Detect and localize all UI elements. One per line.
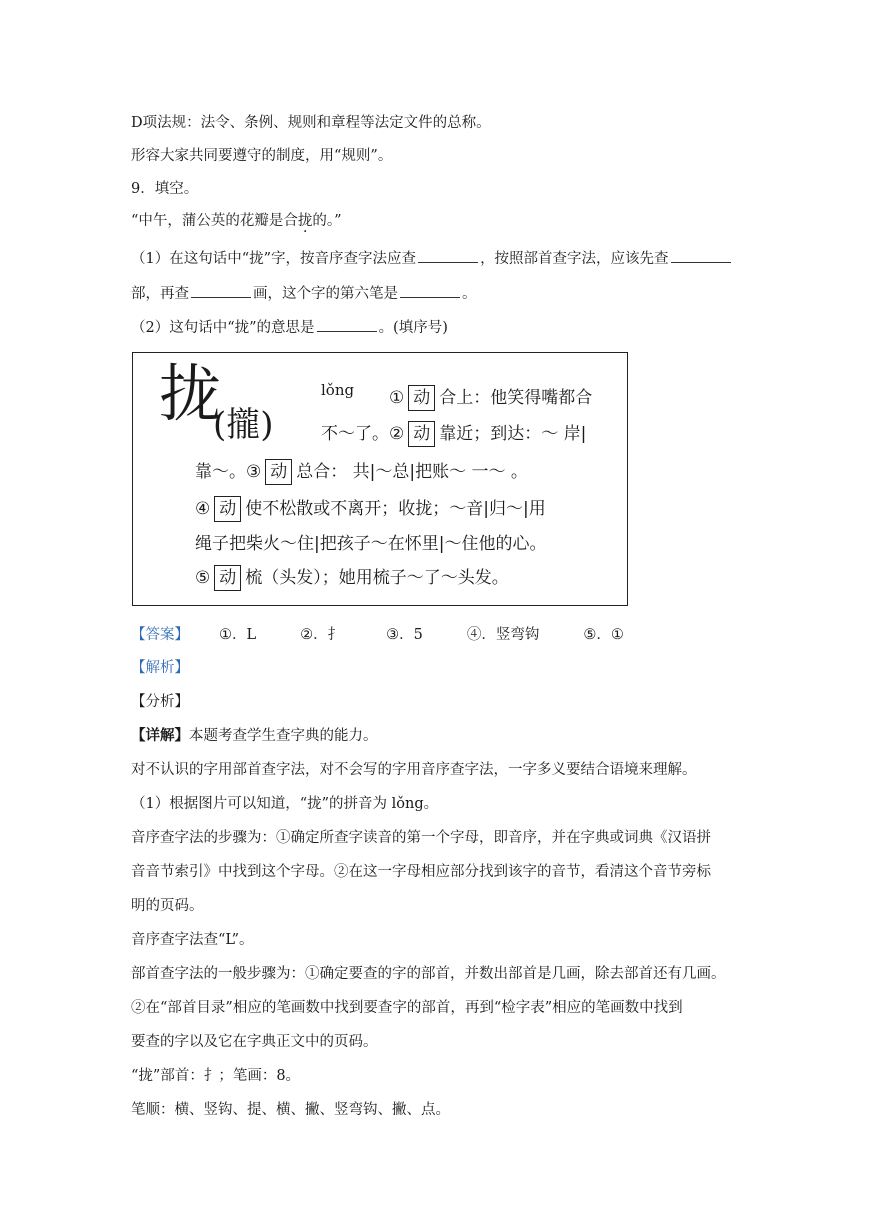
question-text: 部，再查: [131, 286, 189, 302]
traditional-form: (攏): [213, 405, 274, 445]
answer-label: 【答案】: [131, 627, 189, 643]
text-line: 部首查字法的一般步骤为：①确定要查的字的部首，并数出部首是几画，除去部首还有几画。: [131, 966, 726, 982]
sense-row-4: [195, 494, 546, 522]
question-text: 。(填序号): [378, 320, 448, 336]
text-line: 对不认识的字用部首查字法，对不会写的字用音序查字法，一字多义要结合语境来理解。: [131, 762, 697, 778]
sense-number: ⑤: [195, 568, 211, 588]
sense-row-5: 绳子把柴火～住|把孩子～在怀里|～住他的心。: [195, 534, 547, 554]
emphasized-char: 拢: [297, 213, 313, 229]
answer-item: ①．L: [219, 627, 257, 643]
xiangjie-label: 【详解】: [131, 727, 189, 744]
sense-definition: 使不松散或不离开；收拢；～音|归～|用: [245, 499, 546, 519]
question-text: 画，这个字的第六笔是: [253, 286, 398, 302]
sense-row-1: [389, 383, 592, 411]
question-text: 。: [462, 286, 477, 302]
pos-box: 动: [265, 459, 292, 485]
text-line: （1）根据图片可以知道，“拢”的拼音为 lǒng。: [131, 796, 439, 812]
answer-line: [131, 625, 668, 645]
pos-box: 动: [408, 385, 435, 411]
xiangjie-text: 本题考查学生查字典的能力。: [189, 728, 378, 744]
pos-box: 动: [408, 421, 435, 447]
sense-number: ④: [195, 499, 211, 519]
text-line: D项法规：法令、条例、规则和章程等法定文件的总称。: [131, 115, 491, 131]
headword: 拢: [159, 357, 222, 430]
question-part-2: [131, 317, 448, 338]
text-line: 形容大家共同要遵守的制度，用“规则”。: [131, 148, 393, 164]
sense-text: 不～了。②: [321, 424, 405, 444]
answer-blank[interactable]: [671, 248, 731, 263]
sense-definition: 总合： 共|～总|把账～ 一～ 。: [296, 462, 528, 482]
quote-sentence: [131, 211, 342, 231]
answer-item: ②．扌: [300, 627, 343, 643]
question-part-1-cont: [131, 283, 477, 304]
analysis-label: 【解析】: [131, 660, 189, 676]
answer-item: ⑤．①: [583, 627, 624, 643]
question-title: 9．填空。: [131, 181, 199, 197]
sense-row-2: [321, 419, 586, 447]
text-line: 音序查字法查“L”。: [131, 932, 254, 948]
answer-blank[interactable]: [317, 317, 377, 332]
sense-definition: 合上：他笑得嘴都合: [439, 388, 593, 408]
sense-definition: 梳（头发）；她用梳子～了～头发。: [245, 568, 509, 588]
sense-number: ①: [389, 388, 405, 408]
text-line: 音序查字法的步骤为：①确定所查字读音的第一个字母，即音序，并在字典或词典《汉语拼: [131, 830, 711, 846]
text-line: 音音节索引》中找到这个字母。②在这一字母相应部分找到该字的音节，看清这个音节旁标: [131, 864, 711, 880]
answer-item: ④．竖弯钩: [466, 627, 540, 643]
answer-item: ③．5: [386, 627, 423, 643]
question-text: （1）在这句话中“拢”字，按音序查字法应查: [131, 251, 417, 267]
answer-blank[interactable]: [400, 283, 460, 298]
sense-row-6: [195, 563, 509, 591]
text-line: 明的页码。: [131, 898, 204, 914]
pinyin: lǒng: [321, 381, 355, 399]
sense-text: 靠～。③: [195, 462, 262, 482]
answer-blank[interactable]: [191, 283, 251, 298]
question-part-1: [131, 248, 733, 269]
answer-blank[interactable]: [418, 248, 478, 263]
question-text: （2）这句话中“拢”的意思是: [131, 320, 315, 336]
sense-row-3: [195, 457, 528, 485]
quote-text: “中午，蒲公英的花瓣是合: [131, 213, 298, 229]
sense-definition: 靠近；到达：～ 岸|: [439, 424, 587, 444]
text-line: ②在“部首目录”相应的笔画数中找到要查字的部首，再到“检字表”相应的笔画数中找到: [131, 1000, 683, 1016]
question-text: ，按照部首查字法，应该先查: [480, 251, 669, 267]
dictionary-entry-box: [132, 352, 628, 606]
pos-box: 动: [214, 565, 241, 591]
text-line: “拢”部首：扌；笔画：8。: [131, 1068, 301, 1084]
text-line: 要查的字以及它在字典正文中的页码。: [131, 1034, 378, 1050]
text-line: 笔顺：横、竖钩、提、横、撇、竖弯钩、撇、点。: [131, 1102, 450, 1118]
xiangjie-line: [131, 726, 378, 746]
pos-box: 动: [214, 496, 241, 522]
quote-text: 的。”: [312, 213, 342, 229]
fenxi-label: 【分析】: [131, 694, 189, 710]
